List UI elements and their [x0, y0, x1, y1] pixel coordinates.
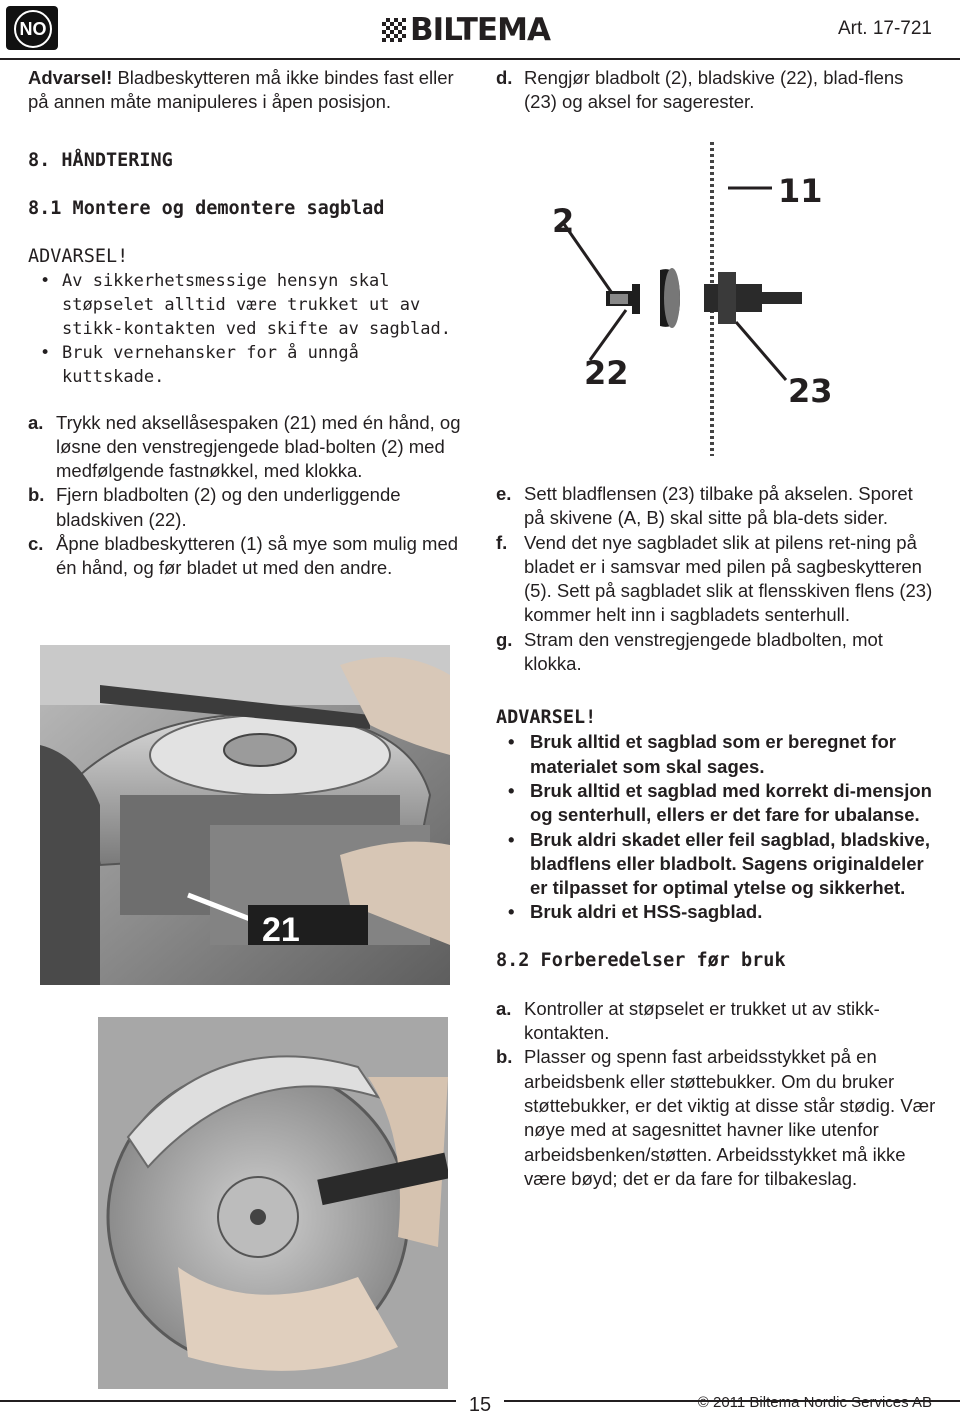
- step-letter: d.: [496, 67, 513, 88]
- page-number: 15: [456, 1388, 504, 1414]
- step-item: [496, 531, 936, 628]
- bullet-text: Bruk aldri et HSS-sagblad.: [530, 901, 763, 923]
- biltema-logo: [382, 12, 582, 48]
- bullet-icon: •: [508, 828, 515, 850]
- step-text: Åpne bladbeskytteren (1) så mye som mulig med én hånd, og før bladet ut med den andre.: [56, 533, 459, 579]
- advarsel-list-left: [28, 269, 468, 389]
- section-8-title: 8. HÅNDTERING: [28, 149, 173, 171]
- step-text: Trykk ned aksellåsespaken (21) med én hånd, og løsne den venstregjengede blad-bolten (2) med medfølgende fastnøkkel, med klokka.: [56, 411, 461, 482]
- steps-left: [28, 411, 468, 581]
- spindle-lock-label: 21: [262, 911, 300, 949]
- bullet-text: Av sikkerhetsmessige hensyn skal støpselet alltid være trukket ut av stikk-kontakten ved skifte av sagblad.: [62, 270, 451, 339]
- step-item: [496, 997, 936, 1046]
- blade-assembly-drawing: [540, 136, 860, 462]
- bullet-icon: •: [40, 270, 51, 291]
- step-item: [496, 1045, 936, 1191]
- step-text: Sett bladflensen (23) tilbake på akselen. Sporet på skivene (A, B) skal sitte på bla-dets sider.: [524, 483, 913, 529]
- checker-flag-icon: [382, 18, 406, 42]
- step-item: [28, 411, 468, 484]
- step-letter: b.: [496, 1046, 513, 1068]
- step-letter: c.: [28, 533, 44, 555]
- bullet-icon: •: [508, 901, 515, 923]
- step-item: [496, 482, 936, 531]
- right-column: [496, 66, 936, 115]
- step-text: Kontroller at støpselet er trukket ut av stikk-kontakten.: [524, 997, 880, 1044]
- bullet-icon: •: [508, 731, 515, 753]
- list-item: [496, 900, 936, 924]
- step-letter: a.: [496, 997, 512, 1019]
- list-item: [496, 828, 936, 901]
- step-text: Fjern bladbolten (2) og den underliggende bladskiven (22).: [56, 484, 401, 530]
- guard-warning: [28, 66, 468, 115]
- bullet-text: Bruk aldri skadet eller feil sagblad, bladskive, bladflens eller bladbolt. Sagens originaldeler er tilpasset for optimal ytelse og sikkerhet.: [530, 828, 930, 899]
- blade-assembly-diagram: [540, 136, 860, 462]
- copyright-notice: © 2011 Biltema Nordic Services AB: [697, 1394, 932, 1411]
- bullet-text: Bruk alltid et sagblad med korrekt di-mensjon og senterhull, ellers er det fare for ubalanse.: [530, 779, 932, 826]
- guard-warning-text: Bladbeskytteren må ikke bindes fast eller på annen måte manipuleres i åpen posisjon.: [28, 67, 454, 113]
- advarsel-heading-right: ADVARSEL!: [496, 707, 597, 729]
- step-text: Vend det nye sagbladet slik at pilens ret-ning på bladet er i samsvar med pilen på sagbeskytteren (5). Sett på sagbladet slik at flensskiven flens (23) kommer helt inn i sagbladets senterhull.: [524, 531, 933, 626]
- label-blade: 11: [778, 172, 823, 210]
- step-letter: g.: [496, 628, 513, 650]
- photo-blade-removal-illustration: [98, 1017, 448, 1389]
- advarsel-heading-left: ADVARSEL!: [28, 245, 129, 267]
- brand-name: BILTEMA: [410, 12, 550, 48]
- section-8-1-title: 8.1 Montere og demontere sagblad: [28, 197, 385, 219]
- bullet-icon: •: [508, 779, 515, 801]
- photo-spindle-lock: [40, 645, 450, 985]
- language-code: NO: [14, 10, 52, 48]
- steps-right: [496, 482, 936, 676]
- step-letter: b.: [28, 484, 45, 506]
- step-text: Rengjør bladbolt (2), bladskive (22), blad-flens (23) og aksel for sagerester.: [524, 67, 904, 113]
- section-8-2-title: 8.2 Forberedelser før bruk: [496, 949, 786, 971]
- language-badge: [6, 6, 58, 50]
- label-flange: 23: [788, 372, 833, 410]
- step-letter: f.: [496, 531, 508, 553]
- photo-spindle-lock-illustration: [40, 645, 450, 985]
- steps-prep: [496, 997, 936, 1191]
- step-letter: a.: [28, 411, 44, 433]
- step-d-list: [496, 66, 936, 115]
- label-washer: 22: [584, 354, 629, 392]
- step-letter: e.: [496, 483, 512, 504]
- guard-warning-label: Advarsel!: [28, 67, 113, 88]
- bullet-text: Bruk alltid et sagblad som er beregnet for materialet som skal sages.: [530, 731, 896, 777]
- step-item: [28, 532, 468, 581]
- header-divider: [0, 58, 960, 60]
- photo-blade-removal: [98, 1017, 448, 1389]
- list-item: [496, 779, 936, 828]
- step-item: [28, 483, 468, 532]
- list-item: [28, 341, 468, 389]
- list-item: [496, 730, 936, 779]
- step-text: Plasser og spenn fast arbeidsstykket på en arbeidsbenk eller støttebukker. Om du bruker støttebukker, er det viktig at disse står stødig. Vær nøye med at sagesnittet havner like utenfor arbeidsbenken/støtten. Arbeidsstykket må ikke være bøyd; det er da fare for tilbakeslag.: [524, 1046, 936, 1189]
- label-bolt: 2: [552, 202, 575, 240]
- page-header: [0, 0, 960, 60]
- bullet-text: Bruk vernehansker for å unngå kuttskade.: [62, 342, 359, 387]
- right-column-lower: [496, 482, 936, 1191]
- bullet-icon: •: [40, 342, 51, 363]
- advarsel-list-right: [496, 730, 936, 924]
- left-column: [28, 66, 468, 581]
- step-text: Stram den venstregjengede bladbolten, mot klokka.: [524, 628, 883, 675]
- step-item: [496, 628, 936, 677]
- step-item: [496, 66, 936, 115]
- article-number: Art. 17-721: [838, 18, 932, 39]
- list-item: [28, 269, 468, 341]
